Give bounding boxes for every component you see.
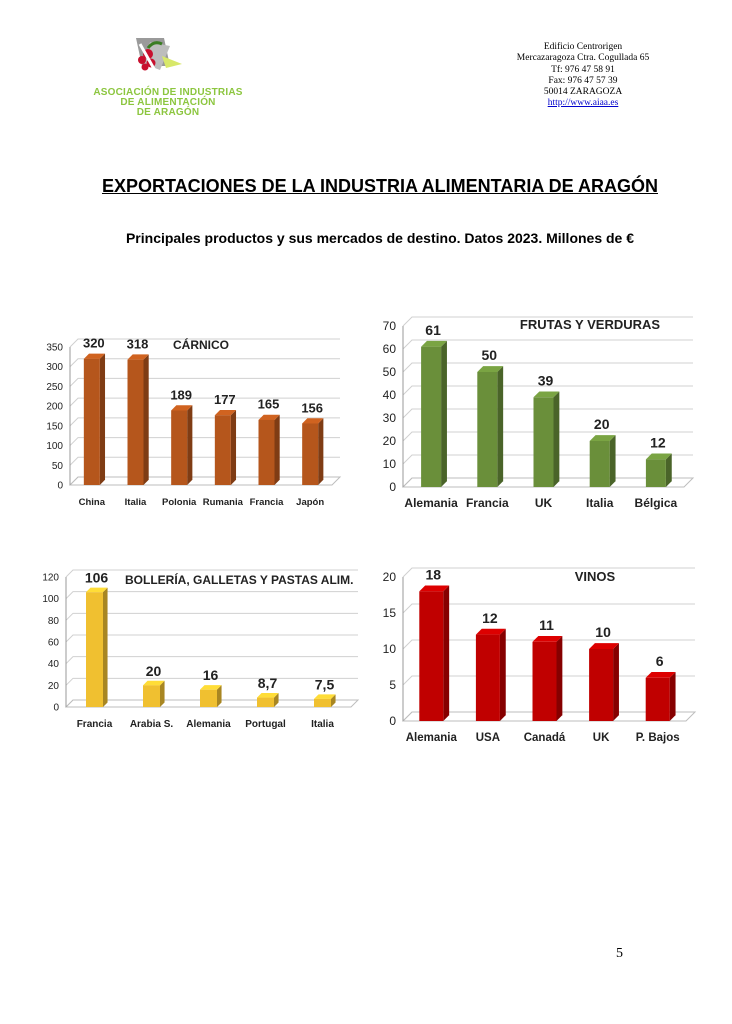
page-title: EXPORTACIONES DE LA INDUSTRIA ALIMENTARIA DE ARAGÓN <box>101 176 658 196</box>
bar-value-label: 12 <box>650 434 666 451</box>
association-logo <box>88 36 248 116</box>
bar <box>589 643 619 721</box>
y-tick-label: 40 <box>47 659 59 671</box>
y-tick-label: 200 <box>46 401 63 413</box>
chart-title: BOLLERÍA, GALLETAS Y PASTAS ALIM. <box>125 573 354 587</box>
bar-value-label: 10 <box>595 624 611 641</box>
y-tick-label: 0 <box>57 480 63 492</box>
y-tick-label: 50 <box>51 460 63 472</box>
bar <box>86 588 108 707</box>
y-tick-label: 0 <box>389 714 396 729</box>
chart-floor <box>70 477 340 485</box>
chart-vinos <box>375 563 705 755</box>
y-tick-label: 15 <box>382 606 396 621</box>
bar <box>314 694 336 707</box>
y-tick-label: 100 <box>42 594 59 606</box>
category-label: P. Bajos <box>635 732 680 744</box>
category-label: Italia <box>586 496 614 510</box>
category-label: Bélgica <box>634 496 678 510</box>
gridline <box>66 592 358 599</box>
bar <box>477 366 503 487</box>
category-label: Alemania <box>405 732 457 744</box>
y-tick-label: 30 <box>382 411 396 426</box>
bar <box>590 435 616 487</box>
bar-value-label: 165 <box>257 396 280 412</box>
bar-value-label: 320 <box>82 335 105 351</box>
bar <box>302 418 323 485</box>
bar-value-label: 20 <box>593 416 610 433</box>
y-tick-label: 40 <box>382 388 396 403</box>
bar-value-label: 11 <box>539 616 554 633</box>
bar <box>419 586 449 721</box>
bar-value-label: 106 <box>84 569 109 586</box>
gridline <box>70 378 340 386</box>
y-tick-label: 60 <box>47 637 59 649</box>
y-tick-label: 5 <box>389 678 396 693</box>
category-label: UK <box>592 732 610 744</box>
category-label: Italia <box>311 719 334 730</box>
category-label: Francia <box>76 719 113 730</box>
category-label: Polonia <box>162 497 197 508</box>
bar-value-label: 20 <box>145 662 162 679</box>
bar-value-label: 7,5 <box>314 676 335 693</box>
logo-line-1: ASOCIACIÓN DE INDUSTRIAS <box>93 87 243 98</box>
y-tick-label: 20 <box>382 570 396 585</box>
bar-value-label: 18 <box>425 566 442 583</box>
category-label: Portugal <box>245 719 286 730</box>
bar <box>259 415 280 485</box>
y-tick-label: 10 <box>382 642 396 657</box>
chart-title: VINOS <box>574 569 616 584</box>
gridline <box>66 635 358 642</box>
bar <box>171 405 192 485</box>
y-tick-label: 10 <box>382 457 396 472</box>
gridline <box>66 613 358 620</box>
gridline <box>70 418 340 426</box>
chart-svg <box>375 312 705 522</box>
chart-title: CÁRNICO <box>173 338 229 352</box>
page-number: 5 <box>616 946 623 961</box>
bar-value-label: 6 <box>655 652 664 669</box>
bar-value-label: 16 <box>202 667 219 684</box>
gridline <box>70 398 340 406</box>
address-line: Tf: 976 47 58 91 <box>551 64 615 75</box>
gridline <box>66 657 358 664</box>
y-tick-label: 20 <box>47 680 59 692</box>
y-tick-label: 300 <box>46 362 63 374</box>
y-tick-label: 150 <box>46 421 63 433</box>
y-tick-label: 20 <box>382 434 396 449</box>
address-line: Mercazaragoza Ctra. Cogullada 65 <box>516 53 650 64</box>
address-line: Edificio Centrorigen <box>543 42 623 52</box>
y-tick-label: 60 <box>382 342 396 357</box>
bar-value-label: 50 <box>481 347 498 364</box>
category-label: Francia <box>249 497 284 508</box>
bar-value-label: 177 <box>213 392 236 408</box>
category-label: USA <box>475 732 501 744</box>
bar <box>421 341 447 487</box>
chart-title: FRUTAS Y VERDURAS <box>519 317 661 332</box>
category-label: Alemania <box>404 496 458 510</box>
page-subtitle: Principales productos y sus mercados de destino. Datos 2023. Millones de € <box>125 230 635 246</box>
logo-line-2: DE ALIMENTACIÓN <box>120 97 216 108</box>
y-tick-label: 120 <box>42 572 59 584</box>
logo-line-3: DE ARAGÓN <box>136 107 200 118</box>
bar <box>143 681 165 707</box>
logo-emblem-icon <box>88 36 248 88</box>
gridline <box>70 457 340 465</box>
bar <box>533 636 563 721</box>
address-line: 50014 ZARAGOZA <box>543 87 623 98</box>
y-tick-label: 350 <box>46 342 63 354</box>
bar-value-label: 156 <box>301 400 324 416</box>
chart-frutas-verduras <box>375 312 705 522</box>
category-label: Canadá <box>523 732 566 744</box>
chart-svg <box>375 563 705 755</box>
category-label: Japón <box>296 497 325 508</box>
bar-value-label: 318 <box>126 336 149 352</box>
category-label: UK <box>534 496 553 510</box>
bar-value-label: 61 <box>425 321 441 338</box>
bar-value-label: 12 <box>482 609 498 626</box>
bar-value-label: 39 <box>537 372 554 389</box>
gridline <box>70 438 340 446</box>
y-tick-label: 250 <box>46 381 63 393</box>
bar <box>646 672 676 721</box>
category-label: China <box>78 497 106 508</box>
address-line: Fax: 976 47 57 39 <box>548 75 618 86</box>
bar <box>84 354 105 485</box>
y-tick-label: 0 <box>389 480 396 495</box>
category-label: Italia <box>124 497 147 508</box>
chart-carnico <box>40 325 360 520</box>
gridline <box>403 568 695 577</box>
chart-svg <box>40 563 360 738</box>
chart-svg <box>40 325 360 520</box>
bar <box>128 354 149 485</box>
chart-bolleria <box>40 563 360 738</box>
bar-value-label: 8,7 <box>257 675 278 692</box>
bar <box>476 629 506 721</box>
bar <box>257 693 279 707</box>
y-tick-label: 0 <box>53 702 59 714</box>
category-label: Arabia S. <box>129 719 174 730</box>
website-link[interactable]: http://www.aiaa.es <box>547 98 619 109</box>
category-label: Rumania <box>202 497 243 508</box>
gridline <box>70 477 340 485</box>
bar <box>200 685 222 707</box>
bar-value-label: 189 <box>170 387 193 403</box>
address-block <box>488 42 678 110</box>
category-label: Alemania <box>186 719 231 730</box>
y-tick-label: 50 <box>382 365 396 380</box>
bar <box>534 391 560 487</box>
category-label: Francia <box>465 496 509 510</box>
y-tick-label: 70 <box>382 319 396 334</box>
y-tick-label: 100 <box>46 441 63 453</box>
bar <box>646 454 672 487</box>
y-tick-label: 80 <box>47 615 59 627</box>
gridline <box>70 359 340 367</box>
bar <box>215 410 236 485</box>
